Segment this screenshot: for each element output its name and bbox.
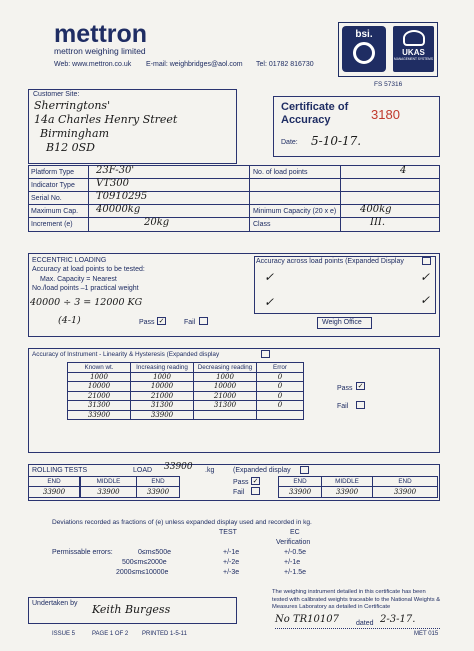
met-code: MET 015 [414,631,439,637]
eccentric-fail-checkbox[interactable] [199,317,208,325]
platform-type-label: Platform Type [31,169,75,176]
linearity-title: Accuracy of Instrument - Linearity & Hysteresis (Expanded display [32,351,220,358]
linearity-cell: 21000 [130,391,194,402]
class-value: III. [370,217,386,228]
deviations-note: Deviations recorded as fractions of (e) unless expanded display used and recorded in kg. [52,519,312,526]
eccentric-line-3: No./load points –1 practical weight [32,285,139,292]
email-address: E-mail: weighbridges@aol.com [146,61,243,68]
load-points-value: 4 [400,165,407,176]
linearity-expanded-checkbox[interactable] [261,350,270,358]
linearity-cell: 1000 [193,372,257,383]
linearity-cell: 33900 [67,410,131,421]
rolling-header-cell: MIDDLE [321,476,373,487]
test-value-2: +/-2e [223,559,240,566]
rolling-value-cell: 33900 [372,486,438,498]
bsi-logo [342,26,386,72]
rolling-load-unit: .kg [205,467,215,474]
indicator-type-label: Indicator Type [31,182,75,189]
ukas-logo [393,26,434,72]
linearity-cell: 33900 [130,410,194,421]
linearity-cell: 0 [256,391,304,402]
issue-number: ISSUE 5 [52,631,76,637]
eccentric-line-2: Max. Capacity = Nearest [40,276,117,283]
linearity-pass-label: Pass [337,385,353,392]
customer-line-3: Birmingham [40,127,110,140]
rolling-fail-checkbox[interactable] [251,487,260,495]
eccentric-pass-checkbox[interactable]: ✓ [158,318,165,325]
rolling-header-cell: END [372,476,438,487]
linearity-header-cell: Known wt. [67,362,131,373]
linearity-fail-label: Fail [337,403,349,410]
min-cap-value: 400kg [360,204,392,215]
eccentric-calculation-divisor: (4-1) [58,315,81,326]
max-cap-value: 40000kg [96,204,141,215]
printed-date: PRINTED 1-5-11 [142,631,187,637]
serial-label: Serial No. [31,195,62,202]
details-row-line [28,178,440,179]
ukas-logo-subtext: MANAGEMENT SYSTEMS [394,57,433,61]
rolling-title: ROLLING TESTS [32,467,88,474]
rolling-value-cell: 33900 [28,486,80,498]
linearity-cell: 31300 [193,400,257,411]
test-header: TEST [219,529,237,536]
max-cap-label: Maximum Cap. [31,208,79,215]
serial-value: T0910295 [96,191,148,202]
load-point-tick-4: ✓ [420,293,431,307]
customer-line-4: B12 0SD [46,141,95,154]
rolling-load-label: LOAD [133,467,153,474]
fs-number: FS 57316 [374,81,403,88]
eccentric-title: ECCENTRIC LOADING [32,257,107,264]
details-col-line [340,165,341,232]
verification-header: Verification [276,539,311,546]
linearity-cell: 0 [256,400,304,411]
linearity-fail-checkbox[interactable] [356,401,365,409]
eccentric-fail-label: Fail [184,319,196,326]
dated-label: dated [356,620,374,627]
test-value-3: +/-3e [223,569,240,576]
rolling-header-cell: END [136,476,180,487]
rolling-fail-label: Fail [233,489,245,496]
ec-value-3: +/-1.5e [284,569,306,576]
test-value-1: +/-1e [223,549,240,556]
rolling-load-value: 33900 [164,462,193,472]
linearity-cell: 10000 [193,381,257,392]
customer-site-label: Customer Site: [33,91,80,98]
load-point-tick-2: ✓ [420,270,431,284]
range-1: 0≤m≤500e [138,549,171,556]
range-2: 500≤m≤2000e [122,559,167,566]
ec-header: EC [290,529,300,536]
customer-line-2: 14a Charles Henry Street [34,113,178,126]
linearity-cell: 1000 [130,372,194,383]
platform-type-value: 23F-30' [96,165,135,176]
rolling-value-cell: 33900 [321,486,373,498]
eccentric-calculation: 40000 ÷ 3 = 12000 KG [30,297,143,308]
page-number: PAGE 1 OF 2 [92,631,129,637]
certificate-title-1: Certificate of [281,101,349,113]
certificate-number: 3180 [371,107,400,122]
rolling-pass-checkbox[interactable]: ✓ [252,478,259,485]
engineer-signature: Keith Burgess [92,603,171,616]
customer-line-1: Sherringtons' [34,99,111,112]
traceability-statement: The weighing instrument detailed in this certificate has been tested with calibrated weights traceable to the National Weights & Measures Laboratory as detailed in Certificate [272,589,441,610]
rolling-expanded-checkbox[interactable] [300,466,309,474]
min-cap-label: Minimum Capacity (20 x e) [253,208,337,215]
linearity-cell: 10000 [130,381,194,392]
load-point-tick-1: ✓ [264,270,275,284]
bsi-logo-text: bsi. [355,29,373,40]
rolling-pass-label: Pass [233,479,249,486]
linearity-header-cell: Increasing reading [130,362,194,373]
bsi-kitemark-icon [353,42,375,64]
linearity-cell: 21000 [67,391,131,402]
increment-value: 20kg [144,217,170,228]
web-address: Web: www.mettron.co.uk [54,61,132,68]
details-col-line [88,165,89,232]
linearity-cell: 10000 [67,381,131,392]
rolling-value-cell: 33900 [136,486,180,498]
linearity-cell: 21000 [193,391,257,402]
date-label: Date: [281,139,298,146]
ukas-logo-text: UKAS [402,48,425,57]
brand-logo: mettron [54,20,148,48]
weigh-office-label: Weigh Office [322,319,362,326]
load-points-label: No. of load points [253,169,308,176]
linearity-header-cell: Decreasing reading [193,362,257,373]
range-3: 2000≤m≤10000e [116,569,169,576]
linearity-cell: 31300 [130,400,194,411]
reference-cert-number: No TR10107 [275,614,339,625]
cert-underline [275,628,440,629]
details-col-line [249,165,250,232]
undertaken-label: Undertaken by [32,600,78,607]
telephone: Tel: 01782 816730 [256,61,314,68]
linearity-header-cell: Error [256,362,304,373]
linearity-cell: 0 [256,372,304,383]
date-value: 5-10-17. [311,134,362,148]
eccentric-line-1: Accuracy at load points to be tested: [32,266,145,273]
across-load-points-label: Accuracy across load points (Expanded Display [256,258,404,265]
rolling-expanded-label: (Expanded display [233,467,291,474]
details-row-line [28,191,440,192]
increment-label: Increment (e) [31,221,73,228]
rolling-value-cell: 33900 [80,486,137,498]
crown-icon [403,30,425,46]
class-label: Class [253,221,271,228]
linearity-cell [256,410,304,421]
linearity-pass-checkbox[interactable]: ✓ [357,383,364,390]
linearity-cell [193,410,257,421]
linearity-cell: 0 [256,381,304,392]
linearity-cell: 31300 [67,400,131,411]
rolling-value-cell: 33900 [278,486,322,498]
ec-value-1: +/-0.5e [284,549,306,556]
ec-value-2: +/-1e [284,559,301,566]
load-point-tick-3: ✓ [264,295,275,309]
eccentric-pass-label: Pass [139,319,155,326]
reference-cert-date: 2-3-17. [380,614,416,625]
brand-subtitle: mettron weighing limited [54,46,146,56]
indicator-type-value: VT300 [96,178,129,189]
linearity-cell: 1000 [67,372,131,383]
rolling-header-cell: END [278,476,322,487]
across-expanded-checkbox[interactable] [422,257,431,265]
rolling-header-cell: MIDDLE [80,476,137,487]
permissable-label: Permissable errors: [52,549,113,556]
certificate-title-2: Accuracy [281,114,331,126]
rolling-header-cell: END [28,476,80,487]
